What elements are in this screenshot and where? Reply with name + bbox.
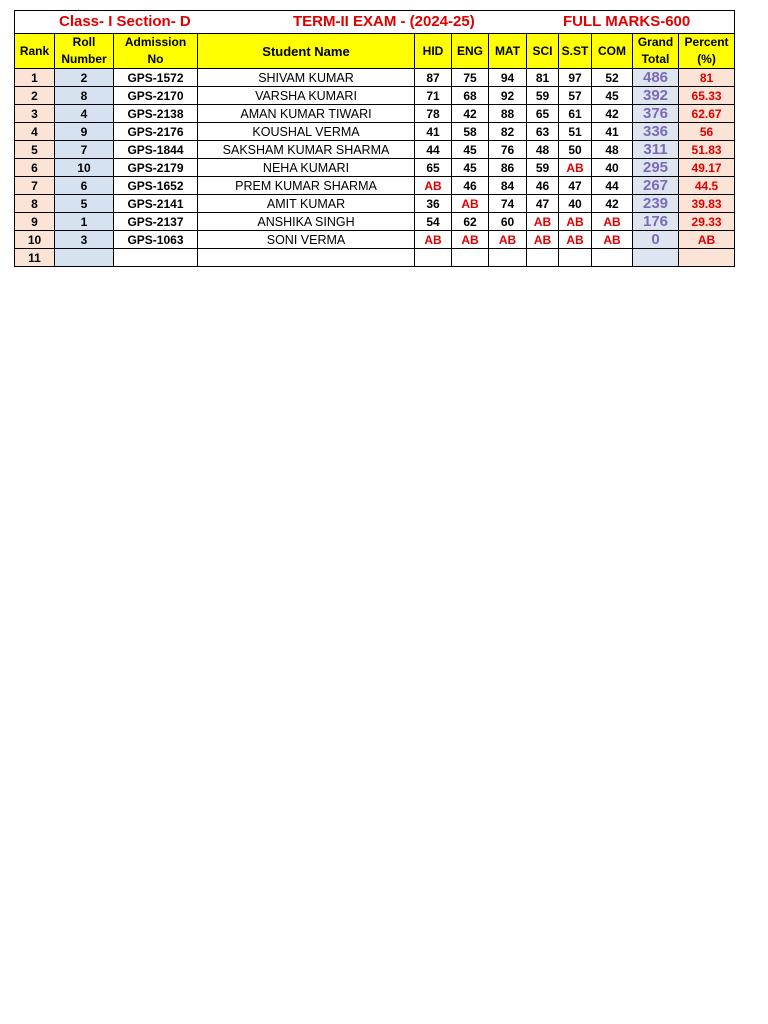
sst-mark-cell: 97: [559, 69, 592, 87]
roll-number-cell: 4: [55, 105, 114, 123]
sst-mark-cell: 40: [559, 195, 592, 213]
table-row: [15, 159, 735, 177]
hid-mark-cell: 54: [415, 213, 452, 231]
column-header-row: [15, 34, 735, 69]
com-mark-cell: AB: [592, 213, 633, 231]
eng-mark-cell: 58: [452, 123, 489, 141]
eng-mark-cell: 68: [452, 87, 489, 105]
sci-mark-cell: AB: [527, 213, 559, 231]
grand-total-cell: 267: [633, 177, 679, 195]
sst-mark-cell: 51: [559, 123, 592, 141]
sst-mark-cell: 57: [559, 87, 592, 105]
percent-cell: 65.33: [679, 87, 735, 105]
grand-total-cell: 336: [633, 123, 679, 141]
com-mark-cell: 41: [592, 123, 633, 141]
rank-cell: 6: [15, 159, 55, 177]
sci-mark-cell: 46: [527, 177, 559, 195]
admission-no-cell: GPS-1572: [114, 69, 198, 87]
roll-number-header: [55, 34, 114, 69]
roll-number-cell: 10: [55, 159, 114, 177]
student-name-cell: [198, 249, 415, 267]
rank-cell: 1: [15, 69, 55, 87]
percent-cell: 39.83: [679, 195, 735, 213]
roll-number-cell: 3: [55, 231, 114, 249]
table-row: [15, 213, 735, 231]
exam-title: TERM-II EXAM - (2024-25): [293, 13, 475, 30]
roll-number-cell: 9: [55, 123, 114, 141]
mat-mark-cell: 60: [489, 213, 527, 231]
percent-cell: 49.17: [679, 159, 735, 177]
com-mark-cell: 52: [592, 69, 633, 87]
hid-mark-cell: 44: [415, 141, 452, 159]
roll-number-cell: 8: [55, 87, 114, 105]
admission-no-header: [114, 34, 198, 69]
hid-mark-cell: [415, 249, 452, 267]
sst-mark-cell: AB: [559, 159, 592, 177]
mat-mark-cell: AB: [489, 231, 527, 249]
eng-mark-cell: 45: [452, 141, 489, 159]
sci-mark-cell: 59: [527, 87, 559, 105]
percent-cell: 62.67: [679, 105, 735, 123]
percent-cell: AB: [679, 231, 735, 249]
eng-mark-cell: AB: [452, 195, 489, 213]
com-header: COM: [592, 34, 633, 69]
rank-cell: 10: [15, 231, 55, 249]
sst-mark-cell: 61: [559, 105, 592, 123]
rank-cell: 5: [15, 141, 55, 159]
eng-mark-cell: 46: [452, 177, 489, 195]
mat-header: MAT: [489, 34, 527, 69]
rank-cell: 9: [15, 213, 55, 231]
admission-header-line2: No: [147, 52, 164, 66]
hid-mark-cell: 41: [415, 123, 452, 141]
table-row: [15, 141, 735, 159]
grand-total-cell: 239: [633, 195, 679, 213]
student-name-cell: KOUSHAL VERMA: [198, 123, 415, 141]
percent-cell: 51.83: [679, 141, 735, 159]
title-cell: [15, 11, 735, 34]
eng-mark-cell: 42: [452, 105, 489, 123]
percent-cell: [679, 249, 735, 267]
roll-number-cell: 6: [55, 177, 114, 195]
student-name-cell: PREM KUMAR SHARMA: [198, 177, 415, 195]
com-mark-cell: 45: [592, 87, 633, 105]
roll-number-cell: [55, 249, 114, 267]
eng-header: ENG: [452, 34, 489, 69]
admission-no-cell: GPS-2179: [114, 159, 198, 177]
rank-cell: 11: [15, 249, 55, 267]
student-name-header: Student Name: [198, 34, 415, 69]
roll-header-line1: Roll: [72, 35, 96, 49]
roll-number-cell: 2: [55, 69, 114, 87]
admission-no-cell: GPS-2137: [114, 213, 198, 231]
sci-mark-cell: 63: [527, 123, 559, 141]
com-mark-cell: [592, 249, 633, 267]
total-header-line2: Total: [641, 52, 670, 66]
student-name-cell: SHIVAM KUMAR: [198, 69, 415, 87]
percent-header-line1: Percent: [684, 35, 729, 49]
student-name-cell: SONI VERMA: [198, 231, 415, 249]
student-name-cell: SAKSHAM KUMAR SHARMA: [198, 141, 415, 159]
rank-cell: 3: [15, 105, 55, 123]
total-header-line1: Grand: [637, 35, 674, 49]
hid-mark-cell: AB: [415, 231, 452, 249]
percent-cell: 44.5: [679, 177, 735, 195]
table-row: [15, 195, 735, 213]
student-name-cell: ANSHIKA SINGH: [198, 213, 415, 231]
grand-total-cell: [633, 249, 679, 267]
com-mark-cell: 48: [592, 141, 633, 159]
rank-cell: 7: [15, 177, 55, 195]
admission-no-cell: GPS-2170: [114, 87, 198, 105]
grand-total-cell: 486: [633, 69, 679, 87]
grand-total-cell: 376: [633, 105, 679, 123]
grand-total-cell: 176: [633, 213, 679, 231]
mat-mark-cell: 88: [489, 105, 527, 123]
grand-total-cell: 311: [633, 141, 679, 159]
percent-header: [679, 34, 735, 69]
hid-mark-cell: 87: [415, 69, 452, 87]
roll-number-cell: 7: [55, 141, 114, 159]
eng-mark-cell: [452, 249, 489, 267]
grand-total-cell: 0: [633, 231, 679, 249]
grand-total-cell: 392: [633, 87, 679, 105]
sst-mark-cell: AB: [559, 213, 592, 231]
admission-header-line1: Admission: [124, 35, 187, 49]
table-row: [15, 69, 735, 87]
percent-header-line2: (%): [697, 52, 716, 66]
class-section-title: Class- I Section- D: [59, 13, 191, 30]
percent-cell: 81: [679, 69, 735, 87]
roll-header-line2: Number: [61, 52, 107, 66]
eng-mark-cell: 62: [452, 213, 489, 231]
eng-mark-cell: 45: [452, 159, 489, 177]
rank-cell: 2: [15, 87, 55, 105]
sci-header: SCI: [527, 34, 559, 69]
hid-mark-cell: 65: [415, 159, 452, 177]
sst-mark-cell: 50: [559, 141, 592, 159]
admission-no-cell: GPS-1844: [114, 141, 198, 159]
sst-mark-cell: 47: [559, 177, 592, 195]
table-row: [15, 105, 735, 123]
roll-number-cell: 1: [55, 213, 114, 231]
sci-mark-cell: 81: [527, 69, 559, 87]
roll-number-cell: 5: [55, 195, 114, 213]
eng-mark-cell: AB: [452, 231, 489, 249]
student-rows: [15, 69, 735, 267]
hid-mark-cell: 78: [415, 105, 452, 123]
sci-mark-cell: 47: [527, 195, 559, 213]
grand-total-header: [633, 34, 679, 69]
admission-no-cell: GPS-2138: [114, 105, 198, 123]
hid-mark-cell: AB: [415, 177, 452, 195]
sst-mark-cell: [559, 249, 592, 267]
rank-cell: 4: [15, 123, 55, 141]
student-name-cell: VARSHA KUMARI: [198, 87, 415, 105]
hid-mark-cell: 71: [415, 87, 452, 105]
sci-mark-cell: 65: [527, 105, 559, 123]
hid-mark-cell: 36: [415, 195, 452, 213]
admission-no-cell: GPS-1063: [114, 231, 198, 249]
table-row: [15, 231, 735, 249]
student-name-cell: AMIT KUMAR: [198, 195, 415, 213]
com-mark-cell: 44: [592, 177, 633, 195]
sst-mark-cell: AB: [559, 231, 592, 249]
rank-cell: 8: [15, 195, 55, 213]
mat-mark-cell: 82: [489, 123, 527, 141]
sci-mark-cell: [527, 249, 559, 267]
com-mark-cell: 42: [592, 195, 633, 213]
grand-total-cell: 295: [633, 159, 679, 177]
admission-no-cell: GPS-2141: [114, 195, 198, 213]
student-name-cell: NEHA KUMARI: [198, 159, 415, 177]
percent-cell: 29.33: [679, 213, 735, 231]
sci-mark-cell: AB: [527, 231, 559, 249]
eng-mark-cell: 75: [452, 69, 489, 87]
admission-no-cell: [114, 249, 198, 267]
table-row: [15, 249, 735, 267]
mat-mark-cell: 84: [489, 177, 527, 195]
title-row: [15, 11, 735, 34]
mat-mark-cell: 92: [489, 87, 527, 105]
mat-mark-cell: 94: [489, 69, 527, 87]
percent-cell: 56: [679, 123, 735, 141]
mat-mark-cell: [489, 249, 527, 267]
table-row: [15, 123, 735, 141]
com-mark-cell: 42: [592, 105, 633, 123]
sst-header: S.ST: [559, 34, 592, 69]
com-mark-cell: 40: [592, 159, 633, 177]
admission-no-cell: GPS-1652: [114, 177, 198, 195]
mat-mark-cell: 74: [489, 195, 527, 213]
mat-mark-cell: 86: [489, 159, 527, 177]
full-marks-title: FULL MARKS-600: [563, 13, 691, 30]
hid-header: HID: [415, 34, 452, 69]
admission-no-cell: GPS-2176: [114, 123, 198, 141]
table-row: [15, 177, 735, 195]
com-mark-cell: AB: [592, 231, 633, 249]
result-sheet-table: [14, 10, 735, 267]
rank-header: Rank: [15, 34, 55, 69]
table-row: [15, 87, 735, 105]
sci-mark-cell: 59: [527, 159, 559, 177]
sci-mark-cell: 48: [527, 141, 559, 159]
student-name-cell: AMAN KUMAR TIWARI: [198, 105, 415, 123]
mat-mark-cell: 76: [489, 141, 527, 159]
